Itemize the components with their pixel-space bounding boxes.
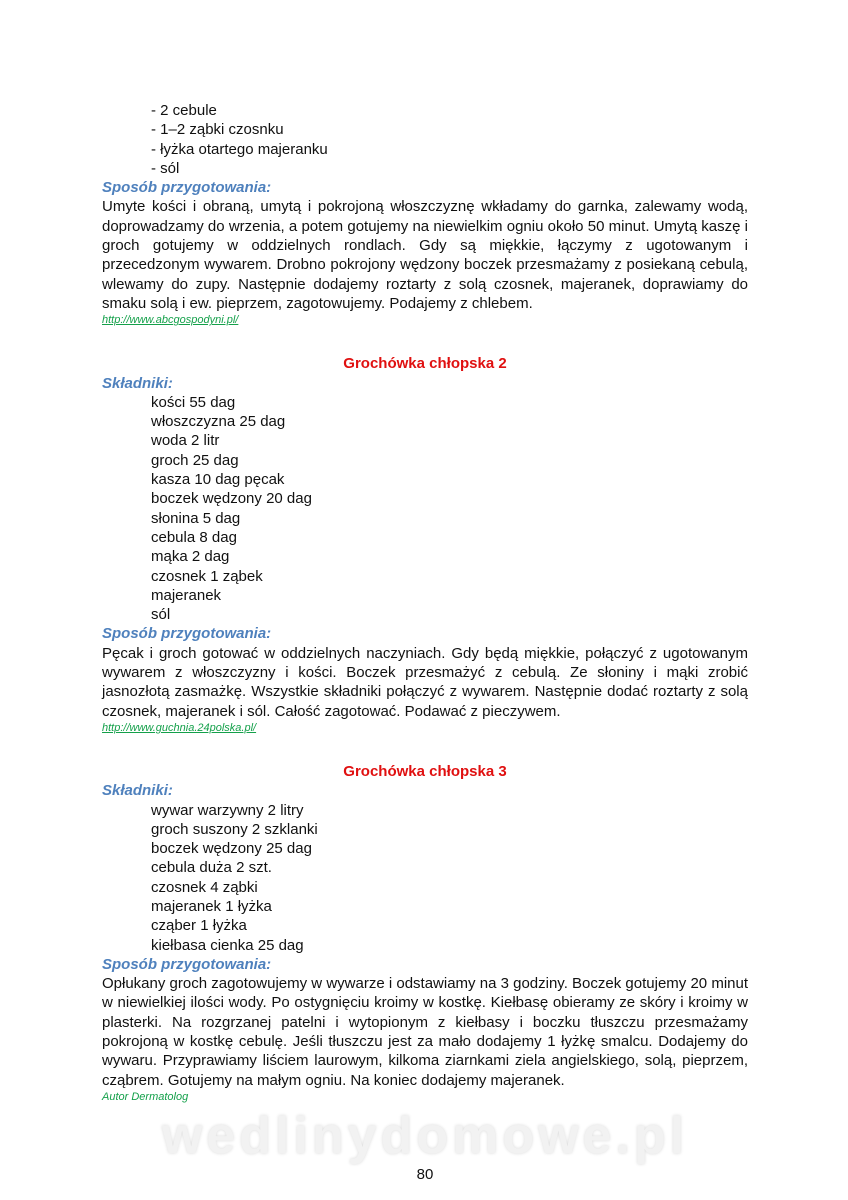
ingredients-label: Składniki: <box>102 374 173 392</box>
ingredient: - sól <box>151 159 180 177</box>
ingredient: boczek wędzony 25 dag <box>151 840 312 858</box>
ingredient: - 1–2 ząbki czosnku <box>151 121 284 139</box>
page-content <box>102 101 748 1184</box>
source-author: Autor Dermatolog <box>102 1090 189 1103</box>
ingredient: - 2 cebule <box>151 102 217 119</box>
ingredient: - łyżka otartego majeranku <box>151 140 328 158</box>
ingredient: sól <box>151 606 171 624</box>
ingredient: kiełbasa cienka 25 dag <box>151 936 304 954</box>
method-text: Pęcak i groch gotować w oddzielnych naczyniach. Gdy będą miękkie, połączyć z ugotowanym wywarem z włoszczyzny i kości. Boczek przesmażyć z cebulą. Ze słoniny i mąki zrobić jasnozłotą zasmażkę. Wszystkie składniki połączyć z wywarem. Następnie dodać roztarty z solą czosnek, majeranek i sól. Całość zagotować. Podawać z pieczywem. <box>102 644 748 720</box>
ingredient: słonina 5 dag <box>151 509 241 527</box>
ingredient: boczek wędzony 20 dag <box>151 490 312 508</box>
method-label: Sposób przygotowania: <box>102 955 272 973</box>
ingredient: cebula duża 2 szt. <box>151 859 272 877</box>
ingredient: włoszczyzna 25 dag <box>151 413 286 431</box>
ingredient: wywar warzywny 2 litry <box>151 801 304 819</box>
method-text: Opłukany groch zagotowujemy w wywarze i odstawiamy na 3 godziny. Boczek gotujemy 20 minut w niewielkiej ilości wody. Po ostygnięciu kroimy w kostkę. Kiełbasę obieramy ze skóry i kroimy w plasterki. Na rozgrzanej patelni i wytopionym z kiełbasy i boczku tłuszczu przesmażamy pokrojoną w kostkę cebulę. Jeśli tłuszczu jest za mało dodajemy 1 łyżkę smalcu. Dodajemy do wywaru. Przyprawiamy liściem laurowym, kilkoma ziarnkami ziela angielskiego, solą, pieprzem, cząbrem. Gotujemy na małym ogniu. Na koniec dodajemy majeranek. <box>102 975 748 1089</box>
ingredient: majeranek <box>151 586 222 604</box>
ingredient: woda 2 litr <box>151 432 220 450</box>
ingredient: mąka 2 dag <box>151 548 230 566</box>
method-label: Sposób przygotowania: <box>102 625 272 643</box>
source-link[interactable]: http://www.abcgospodyni.pl/ <box>102 314 239 327</box>
ingredient: cząber 1 łyżka <box>151 917 247 935</box>
ingredient: groch 25 dag <box>151 451 239 469</box>
ingredient: cebula 8 dag <box>151 528 237 546</box>
method-text: Umyte kości i obraną, umytą i pokrojoną włoszczyznę wkładamy do garnka, zalewamy wodą, doprowadzamy do wrzenia, a potem gotujemy na niewielkim ogniu około 50 minut. Umytą kaszę i groch gotujemy w oddzielnych rondlach. Gdy są miękkie, łączymy z ugotowanym i przecedzonym wywarem. Drobno pokrojony wędzony boczek przesmażamy z posiekaną cebulą, wlewamy do zupy. Następnie dodajemy roztarty z solą czosnek, majeranek, doprawiamy do smaku solą i ew. pieprzem, zagotowujemy. Podajemy z chlebem. <box>102 198 748 312</box>
ingredient: czosnek 4 ząbki <box>151 878 258 896</box>
ingredients-label: Składniki: <box>102 782 173 800</box>
recipe-2 <box>102 374 748 736</box>
recipe-1-continued <box>102 101 748 328</box>
ingredient: kości 55 dag <box>151 393 236 411</box>
source-link[interactable]: http://www.guchnia.24polska.pl/ <box>102 721 257 734</box>
page-number: 80 <box>416 1165 434 1183</box>
ingredient: kasza 10 dag pęcak <box>151 471 285 489</box>
recipe-title: Grochówka chłopska 2 <box>343 355 507 373</box>
ingredient: groch suszony 2 szklanki <box>151 820 318 838</box>
recipe-3 <box>102 781 748 1105</box>
method-label: Sposób przygotowania: <box>102 179 272 197</box>
ingredient: czosnek 1 ząbek <box>151 567 263 585</box>
watermark: wedlinydomowe.pl <box>161 1106 689 1165</box>
ingredient: majeranek 1 łyżka <box>151 897 272 915</box>
recipe-title: Grochówka chłopska 3 <box>343 762 507 780</box>
